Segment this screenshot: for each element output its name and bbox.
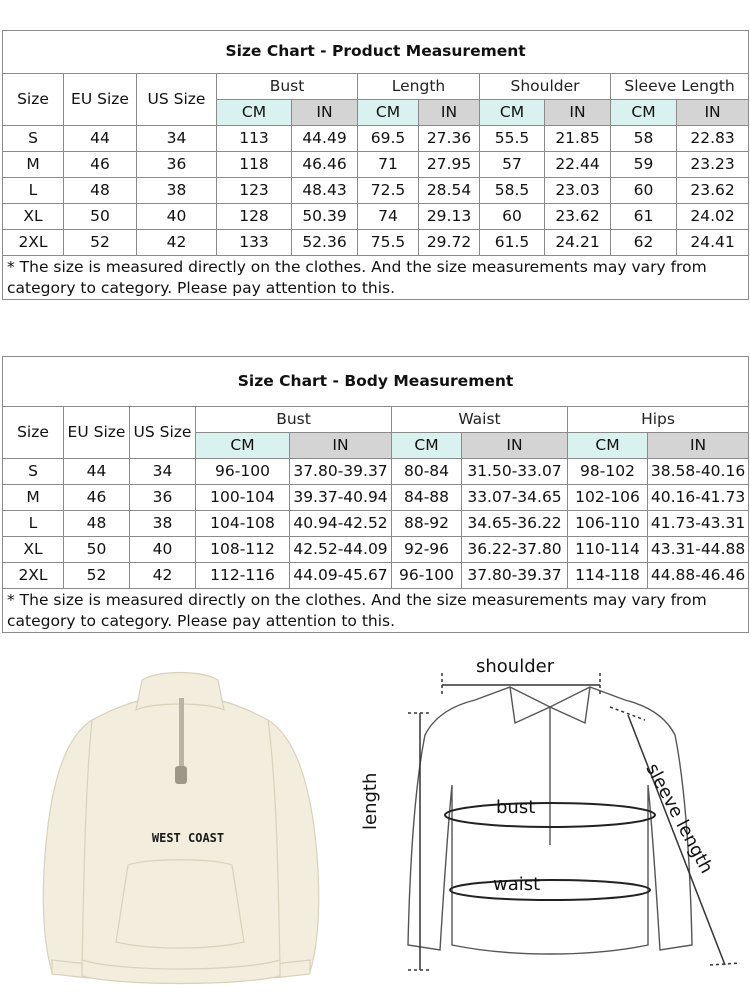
table-cell: 48.43 <box>292 178 358 204</box>
table-cell: 34.65-36.22 <box>462 511 568 537</box>
table-row <box>3 178 749 204</box>
table-cell: L <box>3 178 64 204</box>
eu-size-header: EU Size <box>64 74 137 126</box>
table-cell: 128 <box>217 204 292 230</box>
unit-in: IN <box>462 433 568 459</box>
unit-cm: CM <box>217 100 292 126</box>
table-cell: 48 <box>64 511 130 537</box>
table-cell: 42 <box>137 230 217 256</box>
unit-in: IN <box>292 100 358 126</box>
table-cell: 60 <box>480 204 545 230</box>
unit-in: IN <box>648 433 749 459</box>
table-cell: 42 <box>130 563 196 589</box>
table-cell: 38.58-40.16 <box>648 459 749 485</box>
size-header: Size <box>3 407 64 459</box>
table-cell: 46.46 <box>292 152 358 178</box>
unit-cm: CM <box>358 100 419 126</box>
table-cell: 31.50-33.07 <box>462 459 568 485</box>
table-cell: 98-102 <box>568 459 648 485</box>
table-cell: 21.85 <box>545 126 611 152</box>
body-table-title: Size Chart - Body Measurement <box>3 357 749 407</box>
table-cell: 96-100 <box>392 563 462 589</box>
us-size-header: US Size <box>130 407 196 459</box>
table-cell: 60 <box>611 178 677 204</box>
table-cell: 40 <box>130 537 196 563</box>
table-cell: 37.80-39.37 <box>462 563 568 589</box>
table-cell: 74 <box>358 204 419 230</box>
table-cell: 104-108 <box>196 511 290 537</box>
length-header: Length <box>358 74 480 100</box>
table-cell: 92-96 <box>392 537 462 563</box>
unit-cm: CM <box>611 100 677 126</box>
unit-cm: CM <box>480 100 545 126</box>
table-cell: 102-106 <box>568 485 648 511</box>
table-cell: 29.13 <box>419 204 480 230</box>
bust-label: bust <box>496 797 536 818</box>
sweatshirt-product-image <box>30 660 330 990</box>
table-cell: M <box>3 485 64 511</box>
table-cell: 23.62 <box>545 204 611 230</box>
table-cell: 61.5 <box>480 230 545 256</box>
table-cell: 58.5 <box>480 178 545 204</box>
table-cell: 38 <box>130 511 196 537</box>
table-cell: 52 <box>64 230 137 256</box>
bust-header: Bust <box>196 407 392 433</box>
table-cell: 40.94-42.52 <box>290 511 392 537</box>
shoulder-label: shoulder <box>476 656 555 677</box>
us-size-header: US Size <box>137 74 217 126</box>
table-cell: 106-110 <box>568 511 648 537</box>
sleeve-length-label: sleeve length <box>641 760 717 878</box>
table-cell: 22.83 <box>677 126 749 152</box>
body-size-table <box>2 356 749 633</box>
table-cell: 44 <box>64 126 137 152</box>
unit-cm: CM <box>392 433 462 459</box>
unit-in: IN <box>677 100 749 126</box>
table-cell: 29.72 <box>419 230 480 256</box>
table-cell: XL <box>3 204 64 230</box>
table-cell: 43.31-44.88 <box>648 537 749 563</box>
table-cell: 23.62 <box>677 178 749 204</box>
table-cell: 69.5 <box>358 126 419 152</box>
table-cell: 96-100 <box>196 459 290 485</box>
table-cell: 23.03 <box>545 178 611 204</box>
table-cell: 88-92 <box>392 511 462 537</box>
unit-cm: CM <box>568 433 648 459</box>
table-cell: 27.95 <box>419 152 480 178</box>
table-cell: 50.39 <box>292 204 358 230</box>
bust-header: Bust <box>217 74 358 100</box>
table-cell: 59 <box>611 152 677 178</box>
table-cell: 75.5 <box>358 230 419 256</box>
table-cell: 23.23 <box>677 152 749 178</box>
table-cell: 62 <box>611 230 677 256</box>
table-row <box>3 485 749 511</box>
unit-in: IN <box>545 100 611 126</box>
table-row <box>3 204 749 230</box>
table-cell: 44 <box>64 459 130 485</box>
table-cell: S <box>3 459 64 485</box>
table-cell: 84-88 <box>392 485 462 511</box>
table-cell: 34 <box>137 126 217 152</box>
table-row <box>3 537 749 563</box>
table-cell: 22.44 <box>545 152 611 178</box>
unit-in: IN <box>290 433 392 459</box>
table-cell: 2XL <box>3 563 64 589</box>
table-cell: 71 <box>358 152 419 178</box>
waist-label: waist <box>493 874 541 895</box>
table-cell: 44.88-46.46 <box>648 563 749 589</box>
print-text: WEST COAST <box>151 831 225 845</box>
table-cell: XL <box>3 537 64 563</box>
table-cell: 133 <box>217 230 292 256</box>
table-cell: 24.41 <box>677 230 749 256</box>
table-cell: 40.16-41.73 <box>648 485 749 511</box>
sleeve-length-header: Sleeve Length <box>611 74 749 100</box>
table-cell: 57 <box>480 152 545 178</box>
table-cell: 36.22-37.80 <box>462 537 568 563</box>
table-cell: 108-112 <box>196 537 290 563</box>
table-cell: 114-118 <box>568 563 648 589</box>
hips-header: Hips <box>568 407 749 433</box>
table-cell: 41.73-43.31 <box>648 511 749 537</box>
table-row <box>3 511 749 537</box>
unit-cm: CM <box>196 433 290 459</box>
table-cell: 55.5 <box>480 126 545 152</box>
length-label: length <box>360 772 381 830</box>
table-cell: 123 <box>217 178 292 204</box>
table-cell: 110-114 <box>568 537 648 563</box>
table-cell: 34 <box>130 459 196 485</box>
table-row <box>3 126 749 152</box>
table-cell: 38 <box>137 178 217 204</box>
table-cell: S <box>3 126 64 152</box>
table-cell: 50 <box>64 204 137 230</box>
table-cell: 2XL <box>3 230 64 256</box>
product-size-table <box>2 30 749 300</box>
table-cell: 72.5 <box>358 178 419 204</box>
table-cell: 28.54 <box>419 178 480 204</box>
table-cell: 36 <box>137 152 217 178</box>
table-cell: 44.49 <box>292 126 358 152</box>
table-cell: 36 <box>130 485 196 511</box>
table-cell: M <box>3 152 64 178</box>
table-cell: 80-84 <box>392 459 462 485</box>
table-cell: 37.80-39.37 <box>290 459 392 485</box>
table-cell: 118 <box>217 152 292 178</box>
product-table-title: Size Chart - Product Measurement <box>3 31 749 74</box>
table-cell: 52.36 <box>292 230 358 256</box>
table-cell: 46 <box>64 152 137 178</box>
body-table-note: * The size is measured directly on the clothes. And the size measurements may vary from category to category. Please pay attention to this. <box>3 589 749 633</box>
table-cell: 48 <box>64 178 137 204</box>
table-cell: 112-116 <box>196 563 290 589</box>
waist-header: Waist <box>392 407 568 433</box>
table-cell: 39.37-40.94 <box>290 485 392 511</box>
table-cell: 40 <box>137 204 217 230</box>
table-row <box>3 152 749 178</box>
table-row <box>3 230 749 256</box>
table-cell: 24.21 <box>545 230 611 256</box>
unit-in: IN <box>419 100 480 126</box>
size-header: Size <box>3 74 64 126</box>
product-table-note: * The size is measured directly on the clothes. And the size measurements may vary from category to category. Please pay attention to this. <box>3 256 749 300</box>
product-table-body <box>3 126 749 256</box>
eu-size-header: EU Size <box>64 407 130 459</box>
table-cell: 42.52-44.09 <box>290 537 392 563</box>
table-cell: 61 <box>611 204 677 230</box>
table-cell: 33.07-34.65 <box>462 485 568 511</box>
table-cell: 113 <box>217 126 292 152</box>
table-cell: 44.09-45.67 <box>290 563 392 589</box>
table-cell: L <box>3 511 64 537</box>
table-cell: 100-104 <box>196 485 290 511</box>
table-cell: 46 <box>64 485 130 511</box>
table-row <box>3 459 749 485</box>
table-cell: 24.02 <box>677 204 749 230</box>
table-row <box>3 563 749 589</box>
table-cell: 27.36 <box>419 126 480 152</box>
table-cell: 50 <box>64 537 130 563</box>
body-table-body <box>3 459 749 589</box>
table-cell: 52 <box>64 563 130 589</box>
table-cell: 58 <box>611 126 677 152</box>
shoulder-header: Shoulder <box>480 74 611 100</box>
